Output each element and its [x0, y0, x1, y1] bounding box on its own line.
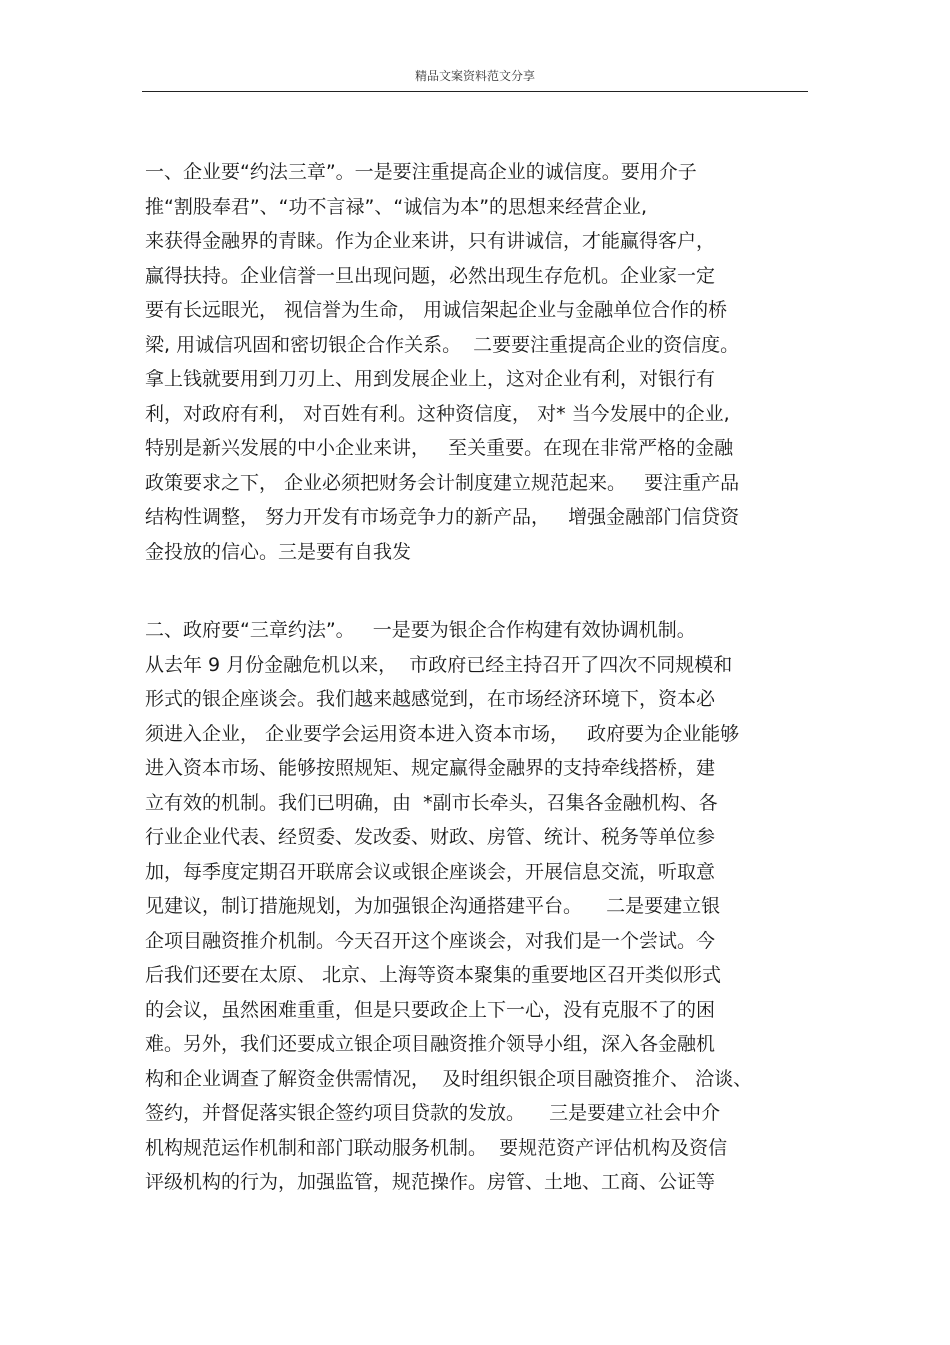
- header-divider: [142, 91, 808, 92]
- text-line: 赢得扶持。企业信誉一旦出现问题，必然出现生存危机。企业家一定: [145, 264, 716, 287]
- text-line: 难。另外，我们还要成立银企项目融资推介领导小组，深入各金融机: [145, 1033, 716, 1055]
- paragraph-government: [145, 613, 815, 1200]
- text-line: 利，对政府有利， 对百姓有利。这种资信度， 对* 当今发展中的企业,: [145, 402, 730, 425]
- text-line: 企项目融资推介机制。今天召开这个座谈会，对我们是一个尝试。今: [145, 929, 716, 952]
- text-line: 见建议，制订措施规划，为加强银企沟通搭建平台。 二是要建立银: [145, 895, 721, 917]
- text-line: 行业企业代表、经贸委、发改委、财政、房管、统计、税务等单位参: [145, 826, 716, 848]
- page-header: 精品文案资料范文分享: [414, 69, 535, 83]
- text-line: 特别是新兴发展的中小企业来讲， 至关重要。在现在非常严格的金融: [145, 437, 734, 459]
- paragraph-enterprise: [145, 155, 815, 569]
- text-line: 二、政府要“三章约法”。 一是要为银企合作构建有效协调机制。: [145, 619, 696, 641]
- text-line: 要有长远眼光， 视信誉为生命， 用诚信架起企业与金融单位合作的桥: [145, 299, 728, 321]
- text-line: 加，每季度定期召开联席会议或银企座谈会，开展信息交流，听取意: [145, 860, 716, 883]
- text-line: 构和企业调查了解资金供需情况， 及时组织银企项目融资推介、 洽谈、: [145, 1067, 753, 1090]
- text-line: 的会议，虽然困难重重，但是只要政企上下一心，没有克服不了的困: [145, 998, 716, 1021]
- text-line: 拿上钱就要用到刀刃上、用到发展企业上，这对企业有利，对银行有: [145, 368, 716, 390]
- text-line: 后我们还要在太原、 北京、上海等资本聚集的重要地区召开类似形式: [145, 964, 722, 986]
- text-line: 金投放的信心。三是要有自我发: [145, 540, 412, 563]
- text-line: 政策要求之下， 企业必须把财务会计制度建立规范起来。 要注重产品: [145, 471, 740, 494]
- text-line: 机构规范运作机制和部门联动服务机制。 要规范资产评估机构及资信: [145, 1136, 728, 1159]
- text-line: 来获得金融界的青睐。作为企业来讲，只有讲诚信，才能赢得客户，: [145, 230, 716, 252]
- text-line: 结构性调整， 努力开发有市场竞争力的新产品， 增强金融部门信贷资: [145, 506, 740, 528]
- text-line: 梁, 用诚信巩固和密切银企合作关系。 二要要注重提高企业的资信度。: [145, 333, 740, 356]
- text-line: 形式的银企座谈会。我们越来越感觉到，在市场经济环境下，资本必: [145, 688, 716, 710]
- text-line: 须进入企业， 企业要学会运用资本进入资本市场， 政府要为企业能够: [145, 722, 740, 745]
- text-line: 一、企业要“约法三章”。一是要注重提高企业的诚信度。要用介子: [145, 161, 697, 183]
- text-line: 从去年 9 月份金融危机以来， 市政府已经主持召开了四次不同规模和: [145, 653, 733, 676]
- text-line: 评级机构的行为，加强监管，规范操作。房管、土地、工商、公证等: [145, 1171, 716, 1193]
- text-line: 推“割股奉君”、“功不言禄”、“诚信为本”的思想来经营企业,: [145, 195, 648, 218]
- text-line: 签约，并督促落实银企签约项目贷款的发放。 三是要建立社会中介: [145, 1102, 721, 1124]
- text-line: 进入资本市场、能够按照规矩、规定赢得金融界的支持牵线搭桥，建: [145, 757, 716, 779]
- text-line: 立有效的机制。我们已明确，由 *副市长牵头，召集各金融机构、各: [145, 791, 718, 814]
